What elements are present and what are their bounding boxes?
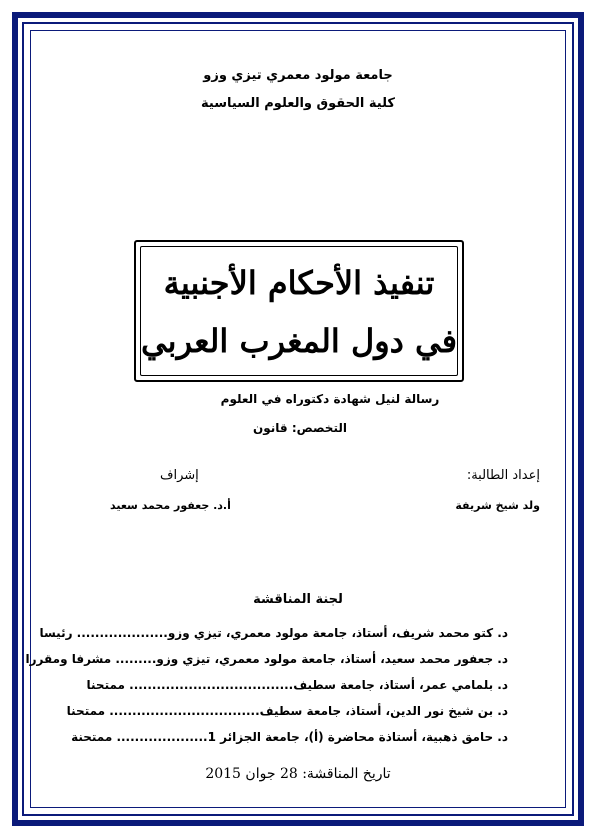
thesis-title-line1: تنفيذ الأحكام الأجنبية	[163, 264, 435, 302]
title-box	[134, 240, 464, 382]
university-name: جامعة مولود معمري تيزي وزو	[203, 68, 393, 83]
defense-date: تاريخ المناقشة: 28 جوان 2015	[205, 766, 391, 782]
committee-title: لجنة المناقشة	[253, 592, 343, 607]
degree-statement: رسالة لنيل شهادة دكتوراه في العلوم	[220, 392, 440, 406]
supervisor-label: إشراف	[160, 468, 199, 483]
supervisor-name: أ.د. جعفور محمد سعيد	[110, 499, 231, 512]
committee-member: د. كتو محمد شريف، أستاذ، جامعة مولود معمري، تيزي وزو.................... رئيسا	[39, 626, 508, 640]
thesis-title-line2: في دول المغرب العربي	[140, 322, 457, 360]
student-name: ولد شيخ شريفة	[455, 499, 540, 512]
committee-member: د. بن شيخ نور الدين، أستاذ، جامعة سطيف................................. ممتحنا	[66, 704, 508, 718]
faculty-name: كلية الحقوق والعلوم السياسية	[201, 96, 395, 111]
committee-member: د. حامق ذهبية، أستاذة محاضرة (أ)، جامعة الجزائر 1.................... ممتحنة	[71, 730, 508, 744]
committee-member: د. بلمامي عمر، أستاذ، جامعة سطيف.................................... ممتحنا	[86, 678, 508, 692]
specialty: التخصص: قانون	[253, 421, 347, 435]
committee-member: د. جعفور محمد سعيد، أستاذ، جامعة مولود معمري، تيزي وزو......... مشرفا ومقررا	[25, 652, 508, 666]
student-label: إعداد الطالبة:	[466, 468, 540, 483]
